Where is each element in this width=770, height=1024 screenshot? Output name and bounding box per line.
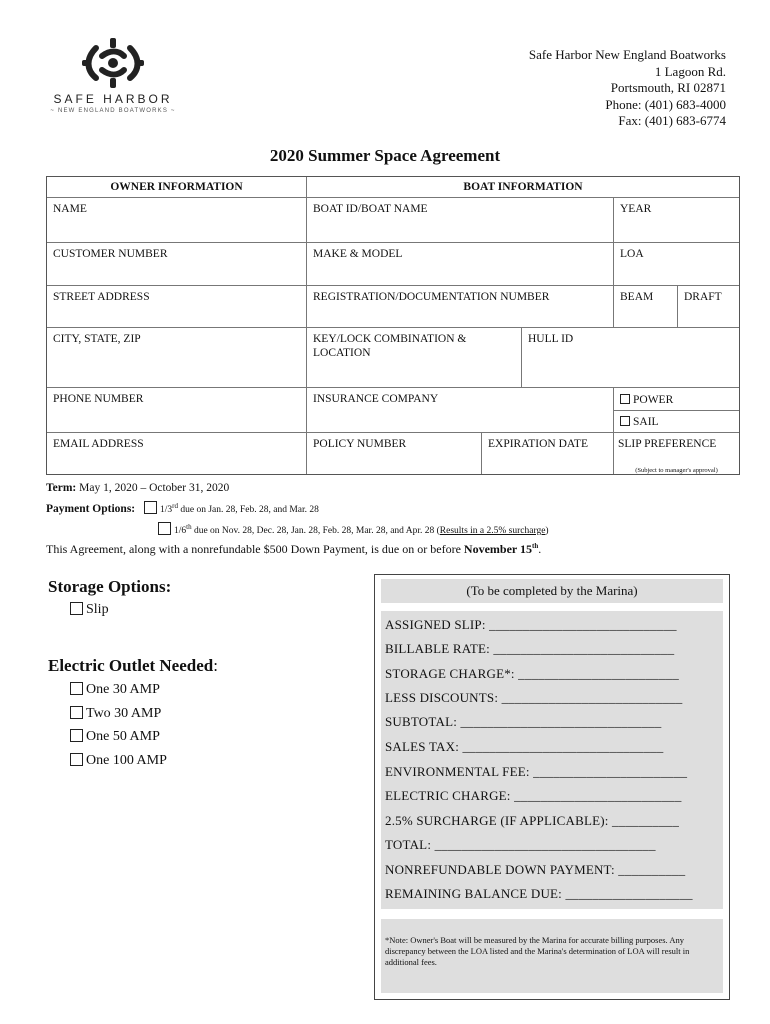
sail-option[interactable] xyxy=(614,411,739,432)
payment-sixths-close: ) xyxy=(545,526,549,536)
electric-outlet-colon: : xyxy=(213,656,218,675)
sales-tax-line[interactable]: SALES TAX: ______________________________ xyxy=(385,739,664,754)
slip-preference-note: (Subject to manager's approval) xyxy=(635,467,718,474)
term-line xyxy=(46,481,229,495)
two-30-amp-checkbox[interactable] xyxy=(70,706,83,719)
boat-id-label: BOAT ID/BOAT NAME xyxy=(313,203,428,215)
customer-number-field[interactable] xyxy=(47,243,306,285)
payment-thirds-sup: rd xyxy=(172,501,178,510)
make-model-label: MAKE & MODEL xyxy=(313,248,403,260)
logo-wordmark: SAFE HARBOR xyxy=(53,92,173,106)
make-model-field[interactable] xyxy=(307,243,613,285)
less-discounts-line[interactable]: LESS DISCOUNTS: ___________________________ xyxy=(385,690,683,705)
one-30-amp-label: One 30 AMP xyxy=(86,682,160,697)
slip-preference-label: SLIP PREFERENCE xyxy=(618,438,717,450)
assigned-slip-line[interactable]: ASSIGNED SLIP: ____________________________ xyxy=(385,617,677,632)
electric-charge-line[interactable]: ELECTRIC CHARGE: _________________________ xyxy=(385,788,682,803)
sail-checkbox[interactable] xyxy=(620,416,630,426)
policy-number-field[interactable] xyxy=(307,433,481,474)
one-50-amp-checkbox[interactable] xyxy=(70,729,83,742)
electric-outlet-heading xyxy=(48,656,218,676)
payment-thirds-checkbox[interactable] xyxy=(144,501,157,514)
company-logo xyxy=(48,38,178,114)
beam-label: BEAM xyxy=(620,291,654,303)
surcharge-line[interactable]: 2.5% SURCHARGE (IF APPLICABLE): __________ xyxy=(385,813,680,828)
power-checkbox[interactable] xyxy=(620,394,630,404)
key-lock-label: KEY/LOCK COMBINATION & LOCATION xyxy=(313,333,467,359)
payment-thirds-fraction: 1/3 xyxy=(160,505,173,515)
payment-sixths-sup: th xyxy=(186,522,192,531)
street-address-label: STREET ADDRESS xyxy=(53,291,150,303)
two-30-amp-label: Two 30 AMP xyxy=(86,706,162,721)
billable-rate-line[interactable]: BILLABLE RATE: ___________________________ xyxy=(385,641,675,656)
name-label: NAME xyxy=(53,203,87,215)
storage-options-heading: Storage Options: xyxy=(48,577,172,596)
address-line-fax: Fax: (401) 683-6774 xyxy=(618,113,726,128)
power-label: POWER xyxy=(633,394,674,406)
loa-label: LOA xyxy=(620,248,644,260)
expiration-date-field[interactable] xyxy=(482,433,613,474)
insurance-company-field[interactable] xyxy=(307,388,613,432)
electric-option-one-50[interactable] xyxy=(70,728,160,746)
city-state-zip-label: CITY, STATE, ZIP xyxy=(53,333,141,345)
draft-field[interactable] xyxy=(678,286,739,327)
sail-label: SAIL xyxy=(633,416,659,428)
phone-number-field[interactable] xyxy=(47,388,306,432)
electric-outlet-heading-text: Electric Outlet Needed xyxy=(48,656,214,675)
payment-sixths-fraction: 1/6 xyxy=(174,526,187,536)
address-line-company: Safe Harbor New England Boatworks xyxy=(528,47,726,62)
marina-section-header: (To be completed by the Marina) xyxy=(381,579,723,603)
address-line-city: Portsmouth, RI 02871 xyxy=(610,80,726,95)
one-50-amp-label: One 50 AMP xyxy=(86,729,160,744)
page-title: 2020 Summer Space Agreement xyxy=(269,146,501,165)
name-field[interactable] xyxy=(47,198,306,242)
power-option[interactable] xyxy=(614,389,739,410)
email-address-label: EMAIL ADDRESS xyxy=(53,438,144,450)
one-100-amp-label: One 100 AMP xyxy=(86,753,167,768)
policy-number-label: POLICY NUMBER xyxy=(313,438,407,450)
year-field[interactable] xyxy=(614,198,739,242)
boat-information-header: BOAT INFORMATION xyxy=(463,181,583,193)
beam-field[interactable] xyxy=(614,286,677,327)
key-lock-field[interactable] xyxy=(307,328,521,387)
email-address-field[interactable] xyxy=(47,433,306,474)
registration-field[interactable] xyxy=(307,286,613,327)
payment-sixths-checkbox[interactable] xyxy=(158,522,171,535)
surcharge-note: Results in a 2.5% surcharge xyxy=(439,526,546,536)
info-table xyxy=(46,176,740,475)
environmental-fee-line[interactable]: ENVIRONMENTAL FEE: _______________________ xyxy=(385,764,688,779)
electric-option-one-30[interactable] xyxy=(70,681,160,699)
marina-section xyxy=(374,574,730,1000)
down-payment-line[interactable]: NONREFUNDABLE DOWN PAYMENT: __________ xyxy=(385,862,686,877)
year-label: YEAR xyxy=(620,203,652,215)
street-address-field[interactable] xyxy=(47,286,306,327)
loa-measurement-note: *Note: Owner's Boat will be measured by the Marina for accurate billing purposes. Any discrepancy between the LOA listed and the Marina's determination of LOA will result in additional fees. xyxy=(381,919,723,993)
hull-id-label: HULL ID xyxy=(528,333,574,345)
payment-options-label: Payment Options: xyxy=(46,503,136,515)
marina-charges-list xyxy=(381,611,723,909)
remaining-balance-line[interactable]: REMAINING BALANCE DUE: ___________________ xyxy=(385,886,693,901)
city-state-zip-field[interactable] xyxy=(47,328,306,387)
electric-option-one-100[interactable] xyxy=(70,752,167,770)
slip-label: Slip xyxy=(86,602,109,617)
slip-checkbox[interactable] xyxy=(70,602,83,615)
total-line[interactable]: TOTAL: _________________________________ xyxy=(385,837,656,852)
agreement-period: . xyxy=(538,542,542,556)
owner-information-header: OWNER INFORMATION xyxy=(110,181,243,193)
hull-id-field[interactable] xyxy=(522,328,739,387)
payment-option-1 xyxy=(46,501,319,517)
agreement-statement xyxy=(46,542,541,556)
boat-id-field[interactable] xyxy=(307,198,613,242)
term-value: May 1, 2020 – October 31, 2020 xyxy=(79,482,230,494)
one-100-amp-checkbox[interactable] xyxy=(70,753,83,766)
registration-label: REGISTRATION/DOCUMENTATION NUMBER xyxy=(313,291,550,303)
safe-harbor-emblem-icon xyxy=(82,38,144,88)
storage-option-slip[interactable] xyxy=(70,601,109,619)
draft-label: DRAFT xyxy=(684,291,722,303)
agreement-due-date: November 15 xyxy=(463,542,533,556)
agreement-due-sup: th xyxy=(532,542,539,550)
loa-field[interactable] xyxy=(614,243,739,285)
agreement-text: This Agreement, along with a nonrefundable $500 Down Payment, is due on or before xyxy=(46,542,464,556)
one-30-amp-checkbox[interactable] xyxy=(70,682,83,695)
storage-charge-line[interactable]: STORAGE CHARGE*: ________________________ xyxy=(385,666,679,681)
phone-number-label: PHONE NUMBER xyxy=(53,393,144,405)
customer-number-label: CUSTOMER NUMBER xyxy=(53,248,168,260)
payment-thirds-text: due on Jan. 28, Feb. 28, and Mar. 28 xyxy=(177,505,319,515)
company-address xyxy=(529,47,726,130)
logo-subtitle: ~ NEW ENGLAND BOATWORKS ~ xyxy=(50,108,176,114)
insurance-company-label: INSURANCE COMPANY xyxy=(313,393,439,405)
address-line-street: 1 Lagoon Rd. xyxy=(654,63,726,79)
term-label: Term: xyxy=(46,482,77,494)
electric-option-two-30[interactable] xyxy=(70,705,161,723)
payment-option-2 xyxy=(158,522,549,538)
payment-sixths-text: due on Nov. 28, Dec. 28, Jan. 28, Feb. 28, Mar. 28, and Apr. 28 ( xyxy=(191,526,440,536)
address-line-phone: Phone: (401) 683-4000 xyxy=(605,96,726,112)
expiration-date-label: EXPIRATION DATE xyxy=(488,438,588,450)
slip-preference-field[interactable] xyxy=(614,433,739,474)
subtotal-line[interactable]: SUBTOTAL: ______________________________ xyxy=(385,714,662,729)
